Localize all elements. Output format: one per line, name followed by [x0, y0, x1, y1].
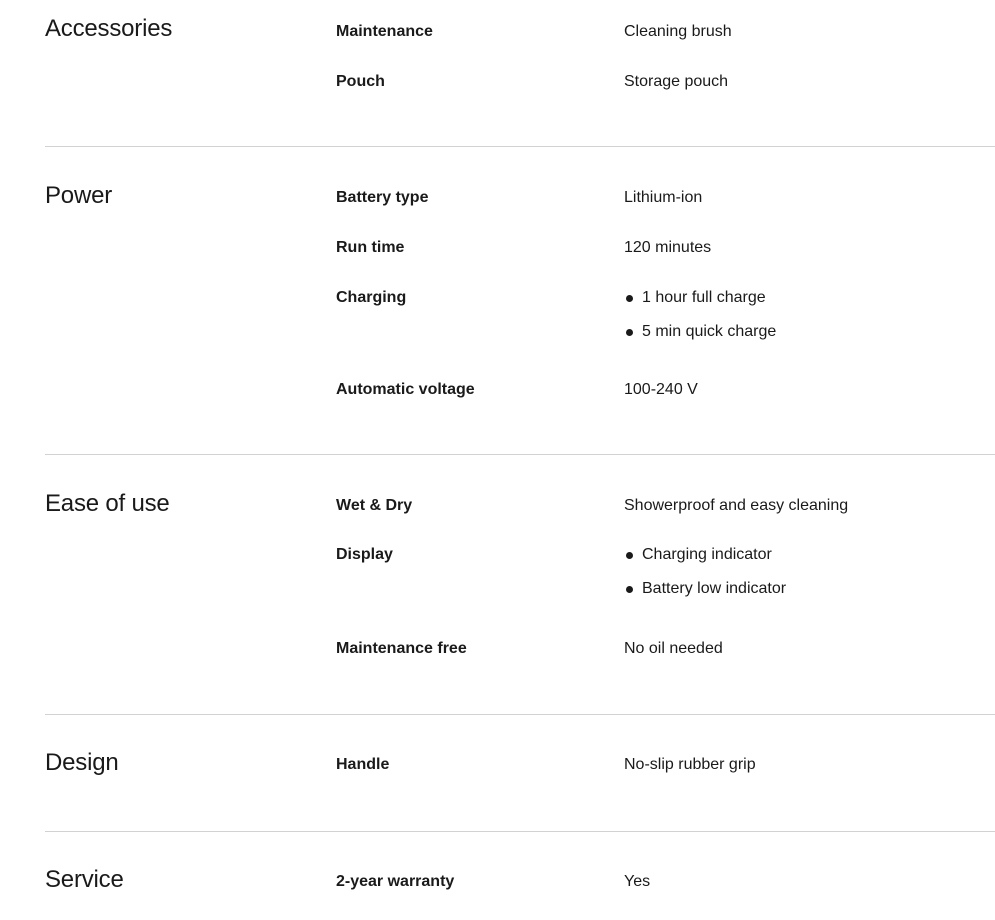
bullet-text: Charging indicator — [642, 546, 772, 563]
spec-value: No oil needed — [624, 640, 723, 657]
spec-row-charging — [45, 287, 995, 340]
bullet-text: 5 min quick charge — [642, 323, 777, 340]
spec-row-display — [45, 544, 995, 597]
spec-label: Pouch — [336, 73, 385, 90]
bullet-icon — [626, 329, 633, 336]
spec-row-maintenance — [45, 21, 995, 43]
bullet-item — [624, 321, 776, 343]
spec-value: Lithium-ion — [624, 189, 703, 206]
display-bullet-list — [624, 544, 786, 612]
spec-label: Maintenance — [336, 23, 433, 40]
section-title-ease-of-use: Ease of use — [45, 490, 170, 517]
spec-row-2-year-warranty — [45, 871, 995, 893]
spec-label: Maintenance free — [336, 640, 467, 657]
section-ease-of-use — [45, 455, 995, 715]
bullet-text: 1 hour full charge — [642, 289, 766, 306]
spec-row-automatic-voltage — [45, 379, 995, 401]
bullet-item — [624, 544, 786, 566]
specifications-table — [45, 0, 995, 920]
section-design — [45, 715, 995, 832]
spec-value: Cleaning brush — [624, 23, 732, 40]
spec-label: Battery type — [336, 189, 429, 206]
spec-value: No-slip rubber grip — [624, 756, 756, 773]
spec-row-maintenance-free — [45, 638, 995, 660]
section-title-service: Service — [45, 866, 124, 893]
spec-row-battery-type — [45, 187, 995, 209]
section-title-accessories: Accessories — [45, 15, 173, 42]
spec-value: 120 minutes — [624, 239, 712, 256]
bullet-item — [624, 578, 786, 600]
spec-label: Handle — [336, 756, 390, 773]
section-title-power: Power — [45, 182, 113, 209]
spec-row-wet-dry — [45, 495, 995, 517]
spec-row-handle — [45, 754, 995, 776]
spec-label: Automatic voltage — [336, 381, 475, 398]
bullet-item — [624, 287, 776, 309]
bullet-icon — [626, 586, 633, 593]
spec-label: Charging — [336, 289, 407, 306]
spec-value: 100-240 V — [624, 381, 698, 398]
bullet-text: Battery low indicator — [642, 580, 787, 597]
spec-label: Run time — [336, 239, 405, 256]
section-power — [45, 147, 995, 455]
spec-value: Yes — [624, 873, 651, 890]
spec-value: Showerproof and easy cleaning — [624, 497, 849, 514]
bullet-icon — [626, 552, 633, 559]
spec-label: 2-year warranty — [336, 873, 455, 890]
spec-label: Display — [336, 546, 393, 563]
charging-bullet-list — [624, 287, 776, 355]
spec-row-pouch — [45, 71, 995, 93]
section-service — [45, 832, 995, 920]
spec-row-run-time — [45, 237, 995, 259]
spec-value: Storage pouch — [624, 73, 729, 90]
spec-label: Wet & Dry — [336, 497, 413, 514]
bullet-icon — [626, 295, 633, 302]
section-accessories — [45, 0, 995, 147]
section-title-design: Design — [45, 749, 119, 776]
